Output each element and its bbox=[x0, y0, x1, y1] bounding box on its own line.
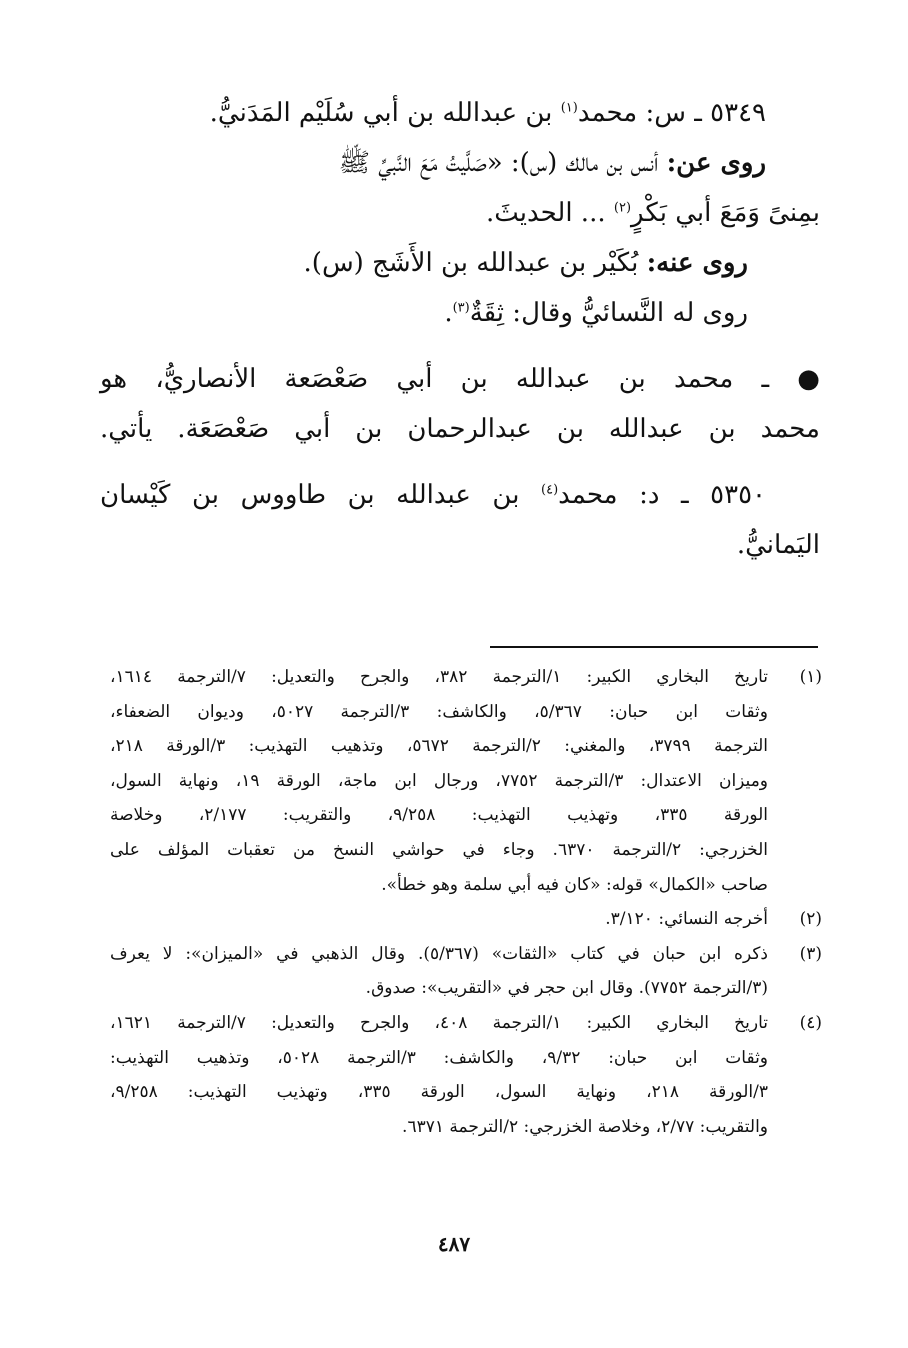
entry-5349-grading: روى له النَّسائيُّ وقال: ثِقَةٌ$^{(٣)}$. bbox=[444, 298, 748, 328]
footnote-line: وثقات ابن حبان: ٥/٣٦٧، والكاشف: ٣/الترجمة ٥٠٢٧، وديوان الضعفاء، bbox=[110, 701, 768, 722]
entry-5350-heading-continuation: اليَمانيُّ. bbox=[736, 530, 820, 560]
footnote-line: تاريخ البخاري الكبير: ١/الترجمة ٤٠٨، والجرح والتعديل: ٧/الترجمة ١٦٢١، bbox=[110, 1012, 768, 1033]
entry-5349-narrated-by: روى عنه: بُكَيْر بن عبدالله بن الأَشَج (س). bbox=[303, 248, 748, 278]
cross-reference-line-2: محمد بن عبدالله بن عبدالرحمان بن أبي صَعْصَعَة. يأتي. bbox=[100, 414, 820, 444]
footnote-number: (٣) bbox=[799, 943, 822, 964]
footnote-ref-3: (٣) bbox=[452, 300, 470, 316]
label-narrated-by: روى عنه: bbox=[646, 248, 748, 278]
footnote-line: أخرجه النسائي: ٣/١٢٠. bbox=[605, 909, 768, 930]
footnote-line: وميزان الاعتدال: ٣/الترجمة ٧٧٥٢، ورجال ابن ماجة، الورقة ١٩، ونهاية السول، bbox=[110, 770, 769, 791]
footnote-separator bbox=[490, 646, 818, 648]
footnote-3 bbox=[110, 937, 822, 1006]
footnote-body bbox=[110, 1006, 768, 1144]
footnotes bbox=[110, 660, 822, 1144]
footnote-line: ذكره ابن حبان في كتاب «الثقات» (٥/٣٦٧). وقال الذهبي في «الميزان»: لا يعرف bbox=[110, 943, 768, 964]
footnote-body bbox=[110, 937, 768, 1006]
label-narrated-from: روى عن: bbox=[666, 148, 766, 178]
footnote-number: (٤) bbox=[799, 1012, 822, 1033]
entry-5349-heading: ٥٣٤٩ ـ س: محمد$^{(١)}$ بن عبدالله بن أبي سُلَيْم المَدَنيُّ. bbox=[209, 98, 766, 128]
footnote-line: صاحب «الكمال» قوله: «كان فيه أبي سلمة وهو خطأ». bbox=[381, 874, 768, 895]
main-text bbox=[100, 88, 820, 570]
cross-reference-line-1: ● ـ محمد بن عبدالله بن أبي صَعْصَعة الأنصاريُّ، هو bbox=[100, 364, 820, 394]
footnote-4 bbox=[110, 1006, 822, 1144]
entry-5349-narrated-from: روى عن: أنس بن مالك (س): «صَلَّيتُ مَعَ النَّبيِّ ﷺ bbox=[338, 148, 766, 178]
footnote-ref-1: (١) bbox=[560, 100, 578, 116]
footnote-number: (١) bbox=[799, 667, 822, 687]
footnote-ref-4: (٤) bbox=[541, 482, 559, 498]
footnote-line: تاريخ البخاري الكبير: ١/الترجمة ٣٨٢، والجرح والتعديل: ٧/الترجمة ١٦١٤، bbox=[110, 667, 768, 687]
footnote-body bbox=[110, 660, 768, 902]
footnote-body bbox=[110, 902, 768, 937]
footnote-line: ٣/الورقة ٢١٨، ونهاية السول، الورقة ٣٣٥، وتهذيب التهذيب: ٩/٢٥٨، bbox=[110, 1082, 768, 1103]
entry-5349-hadith-continuation: بمِنىً وَمَعَ أبي بَكْرٍ$^{(٢)}$ ... الحديثَ. bbox=[485, 198, 820, 228]
footnote-line: الترجمة ٣٧٩٩، والمغني: ٢/الترجمة ٥٦٧٢، وتذهيب التهذيب: ٣/الورقة ٢١٨، bbox=[110, 736, 768, 757]
page-number: ٤٨٧ bbox=[437, 1232, 471, 1256]
footnote-line: الخزرجي: ٢/الترجمة ٦٣٧٠. وجاء في حواشي النسخ من تعقبات المؤلف على bbox=[110, 839, 768, 860]
footnote-line: والتقريب: ٢/٧٧، وخلاصة الخزرجي: ٢/الترجمة ٦٣٧١. bbox=[402, 1116, 768, 1137]
footnote-ref-2: (٢) bbox=[613, 200, 632, 216]
footnote-number: (٢) bbox=[799, 909, 822, 930]
footnote-line: (٣/الترجمة ٧٧٥٢). وقال ابن حجر في «التقريب»: صدوق. bbox=[365, 978, 768, 999]
footnote-line: وثقات ابن حبان: ٩/٣٢، والكاشف: ٣/الترجمة ٥٠٢٨، وتذهيب التهذيب: bbox=[110, 1047, 769, 1068]
entry-5350-heading: ٥٣٥٠ ـ د: محمد$^{(٤)}$ بن عبدالله بن طاووس بن كَيْسان bbox=[100, 480, 766, 510]
footnote-line: الورقة ٣٣٥، وتهذيب التهذيب: ٩/٢٥٨، والتقريب: ٢/١٧٧، وخلاصة bbox=[110, 805, 769, 826]
footnote-2 bbox=[110, 902, 822, 937]
footnote-1 bbox=[110, 660, 822, 902]
